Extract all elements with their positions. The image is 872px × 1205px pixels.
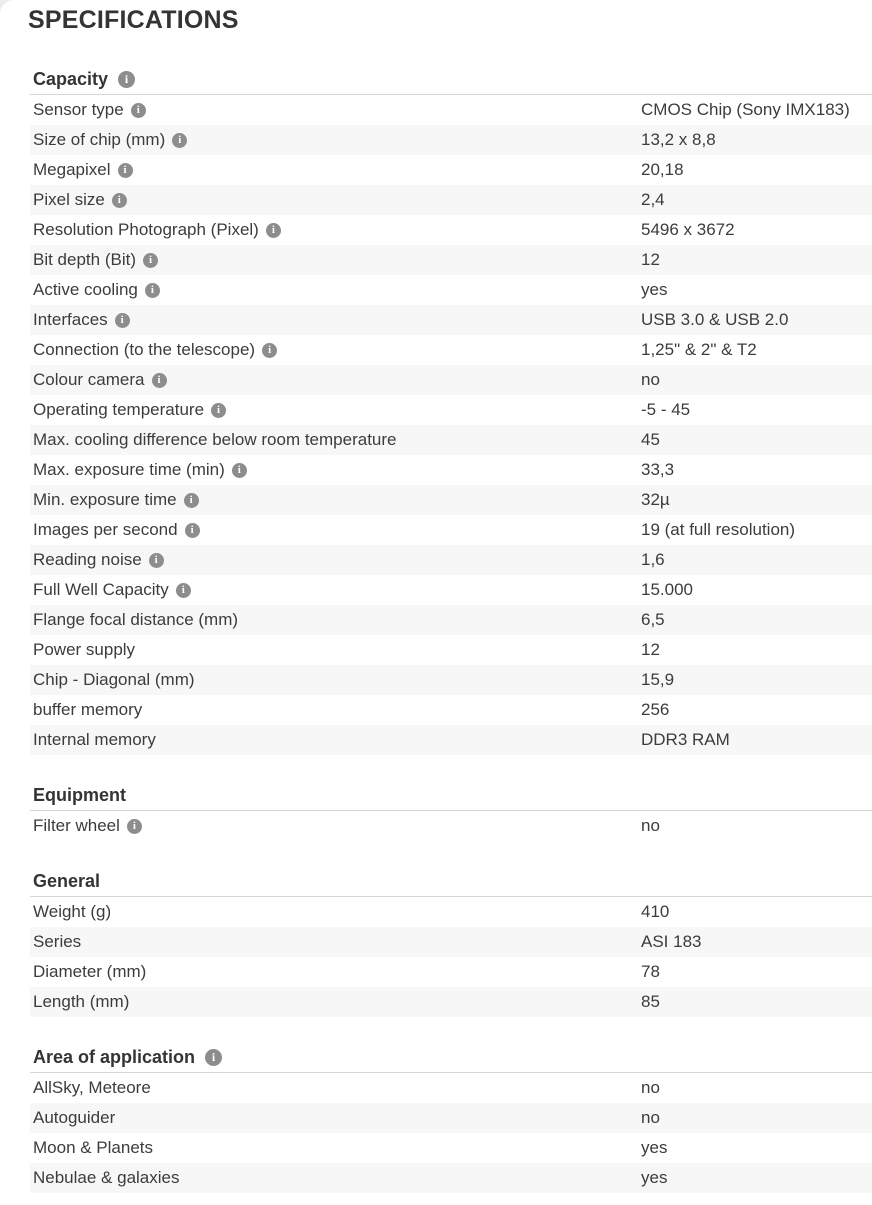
- spec-label: Images per second: [33, 520, 178, 539]
- info-icon-glyph: i: [190, 523, 194, 536]
- spec-label: Colour camera: [33, 370, 145, 389]
- section-title: Area of application: [33, 1047, 196, 1067]
- info-icon-glyph: i: [157, 373, 161, 386]
- info-icon-glyph: i: [117, 193, 121, 206]
- spec-row-buffer-memory: [30, 695, 872, 725]
- spec-label: Connection (to the telescope): [33, 340, 256, 359]
- spec-value: 78: [641, 962, 660, 981]
- spec-row-power-supply: [30, 635, 872, 665]
- spec-label: Operating temperature: [33, 400, 205, 419]
- spec-label: buffer memory: [33, 700, 143, 719]
- spec-value: 45: [641, 430, 660, 449]
- spec-row-reading-noise: [30, 545, 872, 575]
- section-header: [30, 869, 872, 897]
- spec-row-bit-depth-bit: [30, 245, 872, 275]
- spec-value: CMOS Chip (Sony IMX183): [641, 100, 850, 119]
- spec-label: Internal memory: [33, 730, 156, 749]
- spec-value: 15.000: [641, 580, 693, 599]
- spec-value: 13,2 x 8,8: [641, 130, 716, 149]
- spec-value: -5 - 45: [641, 400, 691, 419]
- section-header: [30, 783, 872, 811]
- spec-row-active-cooling: [30, 275, 872, 305]
- spec-label: Sensor type: [33, 100, 124, 119]
- spec-label-cell: [30, 730, 641, 750]
- spec-row-connection-to-the-telescope: [30, 335, 872, 365]
- info-icon[interactable]: [145, 283, 160, 298]
- spec-row-resolution-photograph-pixel: [30, 215, 872, 245]
- spec-label: Megapixel: [33, 160, 111, 179]
- spec-value: 15,9: [641, 670, 675, 689]
- spec-row-max-exposure-time-min: [30, 455, 872, 485]
- spec-label: Power supply: [33, 640, 136, 659]
- spec-row-chip-diagonal-mm: [30, 665, 872, 695]
- spec-row-sensor-type: [30, 95, 872, 125]
- info-icon[interactable]: [232, 463, 247, 478]
- info-icon-glyph: i: [136, 103, 140, 116]
- spec-row-filter-wheel: [30, 811, 872, 841]
- info-icon[interactable]: [266, 223, 281, 238]
- spec-label-cell: [30, 580, 641, 600]
- spec-row-allsky-meteore: [30, 1073, 872, 1103]
- spec-row-min-exposure-time: [30, 485, 872, 515]
- spec-label-cell: [30, 610, 641, 630]
- spec-label: Max. exposure time (min): [33, 460, 225, 479]
- info-icon[interactable]: [149, 553, 164, 568]
- info-icon[interactable]: [127, 819, 142, 834]
- spec-value: 5496 x 3672: [641, 220, 735, 239]
- spec-value: USB 3.0 & USB 2.0: [641, 310, 789, 329]
- spec-section-capacity: [30, 67, 872, 755]
- spec-label-cell: [30, 640, 641, 660]
- spec-label-cell: [30, 1078, 641, 1098]
- spec-value: 20,18: [641, 160, 684, 179]
- info-icon-glyph: i: [181, 583, 185, 596]
- spec-label: Interfaces: [33, 310, 108, 329]
- info-icon[interactable]: [176, 583, 191, 598]
- spec-label: Pixel size: [33, 190, 105, 209]
- spec-label-cell: [30, 1168, 641, 1188]
- spec-label-cell: [30, 460, 641, 480]
- spec-label: Reading noise: [33, 550, 142, 569]
- spec-label: Min. exposure time: [33, 490, 177, 509]
- spec-row-nebulae-galaxies: [30, 1163, 872, 1193]
- spec-label-cell: [30, 400, 641, 420]
- info-icon[interactable]: [184, 493, 199, 508]
- spec-label-cell: [30, 1108, 641, 1128]
- spec-value: 1,6: [641, 550, 665, 569]
- info-icon[interactable]: [152, 373, 167, 388]
- spec-label-cell: [30, 370, 641, 390]
- spec-label-cell: [30, 190, 641, 210]
- spec-row-max-cooling-difference-below-room-temperature: [30, 425, 872, 455]
- spec-value: DDR3 RAM: [641, 730, 730, 749]
- section-header: [30, 1045, 872, 1073]
- spec-value: 2,4: [641, 190, 665, 209]
- spec-label: Full Well Capacity: [33, 580, 169, 599]
- spec-row-weight-g: [30, 897, 872, 927]
- spec-value: 85: [641, 992, 660, 1011]
- info-icon-glyph: i: [237, 463, 241, 476]
- spec-value: 1,25" & 2" & T2: [641, 340, 757, 359]
- spec-row-length-mm: [30, 987, 872, 1017]
- spec-value: 6,5: [641, 610, 665, 629]
- spec-value: yes: [641, 1168, 668, 1187]
- info-icon[interactable]: [131, 103, 146, 118]
- spec-row-size-of-chip-mm: [30, 125, 872, 155]
- spec-value: 19 (at full resolution): [641, 520, 796, 539]
- spec-label-cell: [30, 100, 641, 120]
- spec-value: 12: [641, 250, 660, 269]
- info-icon-glyph: i: [154, 553, 158, 566]
- spec-label: Max. cooling difference below room temperature: [33, 430, 397, 449]
- spec-section-general: [30, 869, 872, 1017]
- spec-label: Autoguider: [33, 1108, 116, 1127]
- spec-label-cell: [30, 430, 641, 450]
- spec-value: 33,3: [641, 460, 675, 479]
- spec-value: 256: [641, 700, 670, 719]
- spec-row-operating-temperature: [30, 395, 872, 425]
- section-title: General: [33, 871, 101, 891]
- spec-label-cell: [30, 250, 641, 270]
- info-icon[interactable]: [205, 1049, 222, 1066]
- spec-value: no: [641, 370, 660, 389]
- spec-label: Flange focal distance (mm): [33, 610, 239, 629]
- spec-label: AllSky, Meteore: [33, 1078, 151, 1097]
- spec-value: ASI 183: [641, 932, 702, 951]
- spec-label-cell: [30, 962, 641, 982]
- spec-row-pixel-size: [30, 185, 872, 215]
- spec-label-cell: [30, 160, 641, 180]
- spec-label: Length (mm): [33, 992, 130, 1011]
- spec-label: Resolution Photograph (Pixel): [33, 220, 259, 239]
- spec-section-equipment: [30, 783, 872, 841]
- spec-label-cell: [30, 130, 641, 150]
- spec-label-cell: [30, 520, 641, 540]
- info-icon[interactable]: [115, 313, 130, 328]
- info-icon[interactable]: [118, 163, 133, 178]
- info-icon-glyph: i: [132, 819, 136, 832]
- info-icon[interactable]: [112, 193, 127, 208]
- spec-label-cell: [30, 816, 641, 836]
- spec-row-full-well-capacity: [30, 575, 872, 605]
- spec-value: no: [641, 1078, 660, 1097]
- spec-row-autoguider: [30, 1103, 872, 1133]
- section-rows: [30, 1073, 872, 1193]
- spec-label: Filter wheel: [33, 816, 120, 835]
- info-icon[interactable]: [262, 343, 277, 358]
- info-icon-glyph: i: [148, 253, 153, 266]
- spec-label: Nebulae & galaxies: [33, 1168, 180, 1187]
- info-icon[interactable]: [143, 253, 158, 268]
- section-rows: [30, 95, 872, 755]
- spec-label-cell: [30, 280, 641, 300]
- spec-value: yes: [641, 280, 668, 299]
- spec-value: no: [641, 1108, 660, 1127]
- info-icon-glyph: i: [150, 283, 154, 296]
- spec-label: Chip - Diagonal (mm): [33, 670, 195, 689]
- spec-label-cell: [30, 670, 641, 690]
- section-header: [30, 67, 872, 95]
- spec-row-flange-focal-distance-mm: [30, 605, 872, 635]
- spec-label-cell: [30, 1138, 641, 1158]
- page-title: SPECIFICATIONS: [28, 6, 239, 34]
- spec-label-cell: [30, 700, 641, 720]
- spec-label: Series: [33, 932, 82, 951]
- info-icon-glyph: i: [211, 1050, 216, 1064]
- info-icon[interactable]: [211, 403, 226, 418]
- info-icon-glyph: i: [271, 223, 275, 236]
- spec-label-cell: [30, 340, 641, 360]
- spec-label-cell: [30, 992, 641, 1012]
- spec-row-interfaces: [30, 305, 872, 335]
- info-icon-glyph: i: [123, 163, 127, 176]
- spec-value: 12: [641, 640, 660, 659]
- spec-label-cell: [30, 902, 641, 922]
- spec-label-cell: [30, 310, 641, 330]
- section-rows: [30, 897, 872, 1017]
- spec-label-cell: [30, 550, 641, 570]
- info-icon[interactable]: [118, 71, 135, 88]
- info-icon-glyph: i: [124, 72, 129, 86]
- specifications-table: [30, 67, 872, 1193]
- section-title: Capacity: [33, 69, 109, 89]
- spec-value: 410: [641, 902, 670, 921]
- info-icon-glyph: i: [217, 403, 221, 416]
- info-icon-glyph: i: [120, 313, 124, 326]
- info-icon-glyph: i: [178, 133, 182, 146]
- spec-label: Moon & Planets: [33, 1138, 154, 1157]
- info-icon-glyph: i: [268, 343, 272, 356]
- spec-value: yes: [641, 1138, 668, 1157]
- spec-label: Diameter (mm): [33, 962, 147, 981]
- spec-label-cell: [30, 490, 641, 510]
- spec-label: Size of chip (mm): [33, 130, 166, 149]
- spec-row-megapixel: [30, 155, 872, 185]
- spec-row-moon-planets: [30, 1133, 872, 1163]
- spec-value: no: [641, 816, 660, 835]
- spec-label-cell: [30, 220, 641, 240]
- spec-label: Active cooling: [33, 280, 138, 299]
- section-rows: [30, 811, 872, 841]
- section-title: Equipment: [33, 785, 126, 805]
- spec-section-area-of-application: [30, 1045, 872, 1193]
- spec-row-images-per-second: [30, 515, 872, 545]
- spec-label-cell: [30, 932, 641, 952]
- spec-row-series: [30, 927, 872, 957]
- spec-label: Bit depth (Bit): [33, 250, 136, 269]
- spec-row-diameter-mm: [30, 957, 872, 987]
- spec-row-internal-memory: [30, 725, 872, 755]
- spec-value: 32µ: [641, 490, 670, 509]
- info-icon[interactable]: [172, 133, 187, 148]
- info-icon[interactable]: [185, 523, 200, 538]
- spec-row-colour-camera: [30, 365, 872, 395]
- spec-label: Weight (g): [33, 902, 112, 921]
- info-icon-glyph: i: [189, 493, 193, 506]
